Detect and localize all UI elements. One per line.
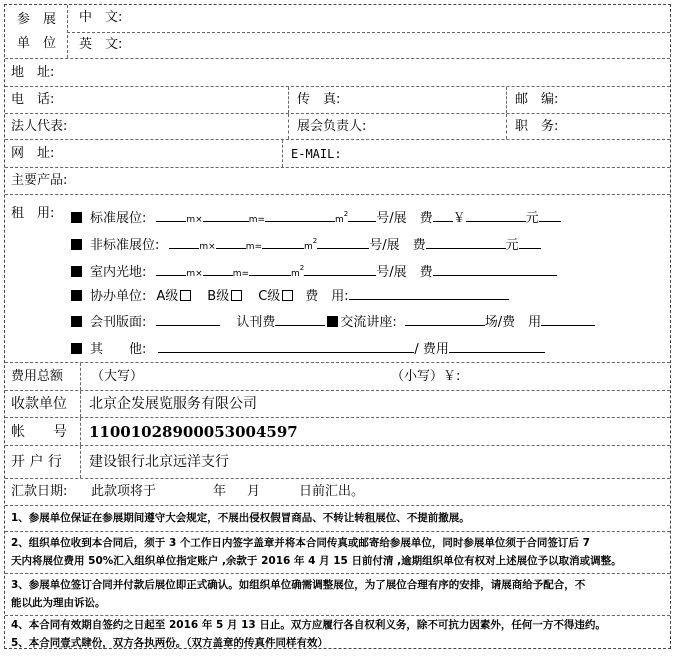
checkbox-filled-icon: [327, 316, 338, 327]
terms-section: [5, 506, 670, 648]
journal-line: 会刊版面: 认刊费 交流讲座: 场/费 用: [71, 312, 595, 332]
divider: [282, 140, 283, 167]
nonstandard-booth-line: 非标准展位: $m\times m= m^2$ 号/展 费 元: [71, 232, 541, 256]
other-line: 其 他: / 费用: [71, 339, 545, 359]
checkbox-filled-icon: [71, 316, 82, 327]
checkbox-filled-icon: [71, 239, 82, 250]
checkbox-b[interactable]: [231, 290, 242, 301]
term-3a: 3、参展单位签订合同并付款后展位即正式确认。如组织单位确需调整展位，为了展位合理有序的安排，请展商给予配合，不: [11, 579, 586, 591]
bank-label: 开 户 行: [11, 454, 62, 470]
checkbox-a[interactable]: [180, 290, 191, 301]
remit-label: 汇款日期:: [11, 484, 68, 499]
account-label: 帐 号: [11, 424, 67, 440]
address-row: [5, 59, 670, 87]
checkbox-filled-icon: [71, 212, 82, 223]
exhibitor-label-1: 参 展: [17, 12, 57, 27]
checkbox-filled-icon: [71, 343, 82, 354]
divider: [288, 87, 289, 113]
exhibitor-label-2: 单 位: [17, 36, 57, 51]
exhibitor-row: [5, 5, 670, 59]
rental-block: [5, 195, 670, 363]
term-5: 5、本合同壹式肆份，双方各执两份。（双方盖章的传真件同样有效）: [11, 637, 329, 649]
web-row: [5, 140, 670, 168]
english-name-label: 英 文:: [79, 37, 123, 52]
divider: [506, 87, 507, 113]
fax-label: 传 真:: [297, 92, 341, 107]
account-number: 11001028900053004597: [89, 423, 298, 441]
bank-value: 建设银行北京远洋支行: [89, 454, 229, 470]
website-label: 网 址:: [11, 146, 55, 161]
email-label: E-MAIL:: [291, 147, 342, 161]
remit-year: 年: [213, 484, 227, 499]
representative-row: [5, 114, 670, 140]
position-label: 职 务:: [515, 119, 559, 134]
remit-row: [5, 479, 670, 506]
divider: [288, 114, 289, 139]
term-1: 1、参展单位保证在参展期间遵守大会规定，不展出侵权假冒商品、不转让转租展位、不提前撤展。: [11, 512, 470, 524]
indoor-space-line: 室内光地: $m\times m= m^2$ 号/展 费: [71, 259, 557, 283]
term-3b: 能以此为理由诉讼。: [11, 597, 106, 609]
bank-row: [5, 446, 670, 479]
remit-month: 月: [247, 484, 261, 499]
divider: [80, 418, 81, 445]
total-lower-label: （小写）￥:: [391, 369, 461, 384]
remit-text2: 日前汇出。: [299, 484, 365, 499]
chinese-name-label: 中 文:: [79, 10, 123, 25]
co-organizer-line: 协办单位: A级 B级 C级 费 用:: [71, 286, 509, 306]
payee-label: 收款单位: [11, 396, 67, 412]
products-row: [5, 168, 670, 195]
account-row: [5, 418, 670, 446]
checkbox-c[interactable]: [282, 290, 293, 301]
standard-booth-line: 标准展位: $m\times m= m^2$ 号/展 费 ￥ 元: [71, 205, 561, 229]
remit-text1: 此款项将于: [91, 484, 157, 499]
legal-rep-label: 法人代表:: [11, 119, 68, 134]
term-2b: 天内将展位费用 50%汇入组织单位指定账户 ,余款于 2016 年 4 月 15 日前付清 ,逾期组织单位有权对上述展位予以取消或调整。: [11, 555, 622, 567]
divider: [80, 446, 81, 478]
address-label: 地 址:: [11, 65, 55, 80]
contract-form: [4, 4, 671, 649]
payee-value: 北京企发展览服务有限公司: [89, 396, 257, 412]
total-label: 费用总额: [11, 369, 64, 384]
rental-label: 租 用:: [11, 206, 55, 221]
term-2a: 2、组织单位收到本合同后，须于 3 个工作日内签字盖章并将本合同传真或邮寄给参展单位，同时参展单位须于合同签订后 7: [11, 537, 590, 549]
postcode-label: 邮 编:: [515, 92, 559, 107]
total-row: [5, 363, 670, 391]
term-4: 4、本合同有效期自签约之日起至 2016 年 5 月 13 日止。双方应履行各自权利义务，除不可抗力因素外，任何一方不得违约。: [11, 619, 606, 631]
divider: [80, 391, 81, 417]
checkbox-filled-icon: [71, 290, 82, 301]
payee-row: [5, 391, 670, 418]
total-upper-label: （大写）: [91, 369, 144, 384]
products-label: 主要产品:: [11, 173, 68, 188]
divider: [506, 114, 507, 139]
contact-row: [5, 87, 670, 114]
divider: [80, 363, 81, 390]
booth-manager-label: 展会负责人:: [297, 119, 367, 134]
checkbox-filled-icon: [71, 266, 82, 277]
phone-label: 电 话:: [11, 92, 55, 107]
chinese-name-row: [67, 5, 670, 33]
